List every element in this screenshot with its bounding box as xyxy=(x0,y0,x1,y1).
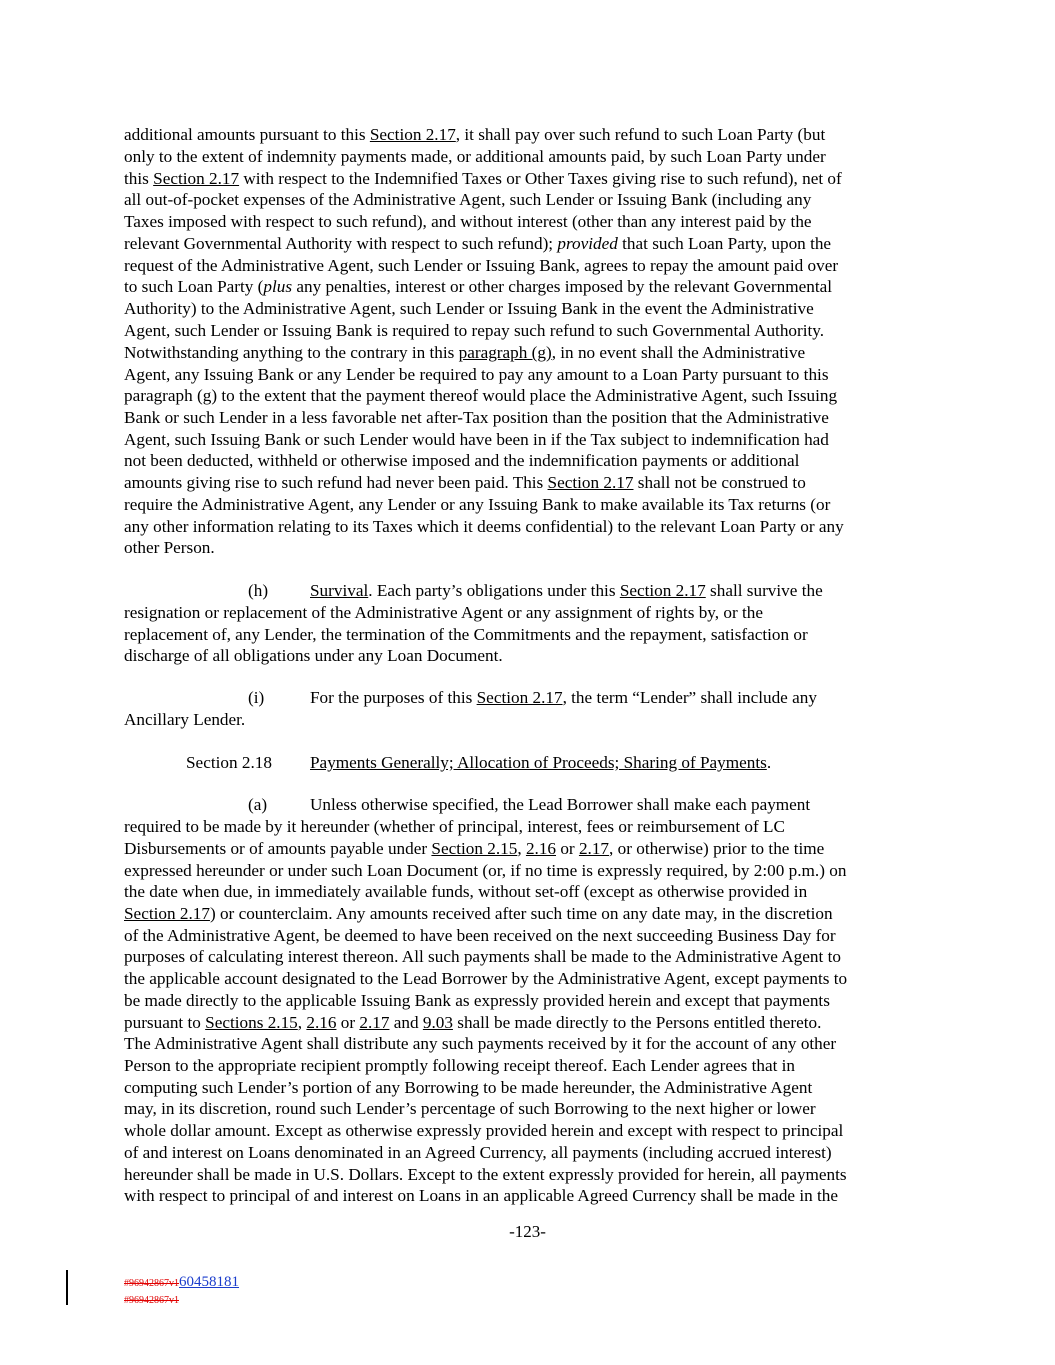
text-line: Person to the appropriate recipient promptly following receipt thereof. Each Lender agrees that in xyxy=(124,1056,796,1075)
text-line: all out-of-pocket expenses of the Administrative Agent, such Lender or Issuing Bank (including any xyxy=(124,190,812,209)
text-line: Bank or such Lender in a less favorable net after-Tax position than the position that the Administrative xyxy=(124,408,829,427)
text-line: Survival. Each party’s obligations under this Section 2.17 shall survive the xyxy=(310,581,823,600)
document-id-secondary xyxy=(124,1290,179,1308)
text-line: may, in its discretion, round such Lender’s percentage of such Borrowing to the next higher or lower xyxy=(124,1099,816,1118)
text-line: the applicable account designated to the Lead Borrower by the Administrative Agent, except payments to xyxy=(124,969,848,988)
text-line: other Person. xyxy=(124,538,215,557)
section-reference: 2.16 xyxy=(306,1013,337,1032)
section-reference: Section 2.17 xyxy=(124,904,210,923)
text-line: purposes of calculating interest thereon. All such payments shall be made to the Administrative Agent to xyxy=(124,947,841,966)
text-line: The Administrative Agent shall distribute any such payments received by it for the account of any other xyxy=(124,1034,837,1053)
paragraph-marker: (i) xyxy=(248,688,265,707)
section-reference: 2.17 xyxy=(359,1013,390,1032)
section-reference: Section 2.17 xyxy=(619,581,706,600)
italic-term: provided xyxy=(557,234,618,253)
section-title: Payments Generally; Allocation of Proceeds; Sharing of Payments xyxy=(310,753,767,772)
section-reference: Sections 2.15 xyxy=(205,1013,298,1032)
italic-term: plus xyxy=(263,277,293,296)
text-line: pursuant to Sections 2.15, 2.16 or 2.17 and 9.03 shall be made directly to the Persons entitled thereto. xyxy=(124,1013,822,1032)
text-line: only to the extent of indemnity payments made, or additional amounts paid, by such Loan Party under xyxy=(124,147,826,166)
text-line: relevant Governmental Authority with respect to such refund); provided that such Loan Party, upon the xyxy=(124,234,832,253)
text-line: discharge of all obligations under any Loan Document. xyxy=(124,646,503,665)
text-line: of the Administrative Agent, be deemed to have been received on the next succeeding Business Day for xyxy=(124,926,836,945)
text-line: Section 2.17) or counterclaim. Any amounts received after such time on any date may, in the discretion xyxy=(124,904,833,923)
text-line: request of the Administrative Agent, such Lender or Issuing Bank, agrees to repay the amount paid over xyxy=(124,256,839,275)
text-line: Agent, any Issuing Bank or any Lender be required to pay any amount to a Loan Party pursuant to this xyxy=(124,365,829,384)
text-line: any other information relating to its Taxes which it deems confidential) to the relevant Loan Party or any xyxy=(124,517,844,536)
text-line: additional amounts pursuant to this Section 2.17, it shall pay over such refund to such Loan Party (but xyxy=(124,125,826,144)
deleted-doc-id: #96942867v1 xyxy=(124,1295,179,1306)
text-line: expressed hereunder or under such Loan Document (or, if no time is expressly required, by 2:00 p.m.) on xyxy=(124,861,847,880)
text-line: Authority) to the Administrative Agent, such Lender or Issuing Bank in the event the Administrative xyxy=(124,299,814,318)
text-line: not been deducted, withheld or otherwise imposed and the indemnification payments or additional xyxy=(124,451,800,470)
page-number: -123- xyxy=(509,1222,546,1241)
text-line: computing such Lender’s portion of any Borrowing to be made hereunder, the Administrative Agent xyxy=(124,1078,813,1097)
text-line: paragraph (g) to the extent that the payment thereof would place the Administrative Agent, such Issuing xyxy=(124,386,838,405)
section-reference: 2.16 xyxy=(525,839,557,858)
text-line: Agent, such Issuing Bank or such Lender would have been in if the Tax subject to indemnification had xyxy=(124,430,829,449)
text-line: hereunder shall be made in U.S. Dollars. Except to the extent expressly provided for herein, all payments xyxy=(124,1165,847,1184)
paragraph-reference: paragraph (g) xyxy=(458,343,552,362)
text-line: Ancillary Lender. xyxy=(124,710,246,729)
document-id xyxy=(124,1273,239,1291)
section-reference: Section 2.17 xyxy=(153,169,240,188)
text-line: Taxes imposed with respect to such refund), and without interest (other than any interest paid by the xyxy=(124,212,812,231)
change-bar xyxy=(66,1270,68,1305)
paragraph-marker: (h) xyxy=(248,581,269,600)
text-line: be made directly to the applicable Issuing Bank as expressly provided herein and except that payments xyxy=(124,991,830,1010)
text-line: Notwithstanding anything to the contrary in this paragraph (g), in no event shall the Administrative xyxy=(124,343,806,362)
text-line: whole dollar amount. Except as otherwise expressly provided herein and except with respect to principal xyxy=(124,1121,844,1140)
text-line: the date when due, in immediately available funds, without set-off (except as otherwise provided in xyxy=(124,882,808,901)
section-reference: Section 2.17 xyxy=(476,688,563,707)
text-line: Agent, such Lender or Issuing Bank is required to repay such refund to such Governmental Authority. xyxy=(124,321,825,340)
paragraph-marker: (a) xyxy=(248,795,268,814)
deleted-doc-id: #96942867v1 xyxy=(124,1278,179,1289)
text-line: to such Loan Party (plus any penalties, interest or other charges imposed by the relevant Governmental xyxy=(124,277,833,296)
text-line: For the purposes of this Section 2.17, the term “Lender” shall include any xyxy=(310,688,817,707)
text-line: Unless otherwise specified, the Lead Borrower shall make each payment xyxy=(310,795,811,814)
text-line: of and interest on Loans denominated in an Agreed Currency, all payments (including accrued interest) xyxy=(124,1143,832,1162)
text-line: with respect to principal of and interest on Loans in an applicable Agreed Currency shall be made in the xyxy=(124,1186,839,1205)
section-title-line: Payments Generally; Allocation of Proceeds; Sharing of Payments. xyxy=(310,753,772,772)
text-line: Disbursements or of amounts payable under Section 2.15, 2.16 or 2.17, or otherwise) prior to the time xyxy=(124,839,825,858)
text-line: required to be made by it hereunder (whether of principal, interest, fees or reimbursement of LC xyxy=(124,817,785,836)
text-line: amounts giving rise to such refund had never been paid. This Section 2.17 shall not be construed to xyxy=(124,473,806,492)
section-reference: Section 2.17 xyxy=(369,125,456,144)
inserted-doc-id: 60458181 xyxy=(179,1274,239,1290)
section-reference: Section 2.17 xyxy=(547,473,634,492)
text-line: this Section 2.17 with respect to the Indemnified Taxes or Other Taxes giving rise to such refund), net of xyxy=(124,169,842,188)
text-line: replacement of, any Lender, the termination of the Commitments and the repayment, satisfaction or xyxy=(124,625,808,644)
section-reference: 2.17 xyxy=(578,839,610,858)
section-reference: Section 2.15 xyxy=(431,839,518,858)
text-line: resignation or replacement of the Administrative Agent or any assignment of rights by, or the xyxy=(124,603,763,622)
text-line: require the Administrative Agent, any Lender or any Issuing Bank to make available its Tax returns (or xyxy=(124,495,831,514)
section-reference: 9.03 xyxy=(422,1013,453,1032)
section-number: Section 2.18 xyxy=(186,753,272,772)
paragraph-heading: Survival xyxy=(310,581,369,600)
